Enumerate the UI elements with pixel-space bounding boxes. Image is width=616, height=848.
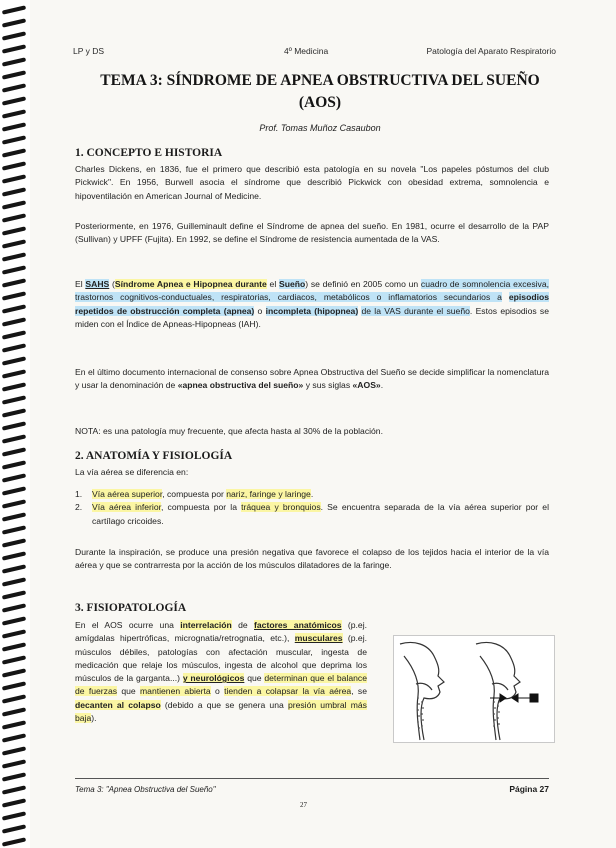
paragraph-history-2: Posteriormente, en 1976, Guilleminault define el Síndrome de apnea del sueño. En 1981, ocurre el desarrollo de la PAP (Sullivan) y UPFF (Fujita). En 1992, se define el Síndrome de resistencia aumentada de la VAS. bbox=[75, 221, 549, 245]
binding-coil bbox=[2, 305, 28, 313]
highlight: Síndrome Apnea e Hipopnea durante bbox=[114, 279, 267, 289]
binding-coil bbox=[2, 175, 28, 183]
highlight: Sueño bbox=[278, 279, 306, 289]
section-heading-fisiopatologia: 3. FISIOPATOLOGÍA bbox=[75, 602, 187, 614]
header-right: Patología del Aparato Respiratorio bbox=[426, 46, 556, 56]
footer-left: Tema 3: "Apnea Obstructiva del Sueño" bbox=[75, 785, 216, 794]
binding-coil bbox=[2, 513, 28, 521]
binding-coil bbox=[2, 97, 28, 105]
binding-coil bbox=[2, 318, 28, 326]
highlight: nariz, faringe y laringe bbox=[226, 489, 311, 499]
airway-list bbox=[75, 488, 549, 528]
binding-coil bbox=[2, 461, 28, 469]
paragraph-physiopathology: En el AOS ocurre una interrelación de factores anatómicos (p.ej. amígdalas hipertróficas, micrognatia/retrognatia, etc.), musculares (p.ej. músculos débiles, patologías con afectación muscular, ingesta de medicación que relaje los músculos, ingesta de alcohol que deprima los músculos de la garganta...) y neurológicos que determinan que el balance de fuerzas que mantienen abierta o tienden a colapsar la vía aérea, se decanten al colapso (debido a que se genera una presión umbral más baja). bbox=[75, 620, 367, 724]
binding-coil bbox=[2, 6, 28, 14]
author: Prof. Tomas Muñoz Casaubon bbox=[259, 123, 381, 133]
footer-page-label: Página 27 bbox=[509, 784, 549, 794]
binding-coil bbox=[2, 344, 28, 352]
binding-coil bbox=[2, 84, 28, 92]
paragraph-history-1: Charles Dickens, en 1836, fue el primero que describió esta patología en su novela "Los papeles póstumos del club Pickwick". En 1956, Burwell asocia el síndrome que describió Pickwick con obesidad extrema, somnolencia e hipoventilación en American Journal of Medicine. bbox=[75, 164, 549, 201]
binding-coil bbox=[2, 565, 28, 573]
binding-coil bbox=[2, 552, 28, 560]
binding-coil bbox=[2, 110, 28, 118]
highlight: cuadro de somnolencia excesiva, trastornos cognitivos-conductuales, respiratorias, cardiacos, metabólicos o inflamatorios secundarios a bbox=[75, 279, 549, 303]
binding-coil bbox=[2, 357, 28, 365]
highlight: mantienen abierta bbox=[140, 686, 211, 697]
binding-coil bbox=[2, 266, 28, 274]
binding-coil bbox=[2, 526, 28, 534]
binding-coil bbox=[2, 227, 28, 235]
highlight: de la VAS durante el sueño bbox=[361, 305, 470, 316]
binding-coil bbox=[2, 682, 28, 690]
binding-coil bbox=[2, 123, 28, 131]
binding-coil bbox=[2, 136, 28, 144]
binding-coil bbox=[2, 786, 28, 794]
highlight: Vía aérea superior bbox=[92, 489, 163, 499]
page-title bbox=[75, 70, 565, 114]
binding-coil bbox=[2, 474, 28, 482]
airway-collapse-diagram bbox=[394, 636, 554, 742]
binding-coil bbox=[2, 760, 28, 768]
binding-coil bbox=[2, 32, 28, 40]
binding-coil bbox=[2, 656, 28, 664]
binding-coil bbox=[2, 448, 28, 456]
binding-coil bbox=[2, 45, 28, 53]
highlight: interrelación bbox=[180, 620, 232, 630]
title-line-1: TEMA 3: SÍNDROME DE APNEA OBSTRUCTIVA DEL SUEÑO bbox=[100, 72, 540, 89]
highlight: y neurológicos bbox=[182, 673, 245, 684]
highlight: tráquea y bronquios bbox=[241, 502, 321, 513]
binding-coil bbox=[2, 734, 28, 742]
binding-coil bbox=[2, 422, 28, 430]
airway-illustration bbox=[393, 635, 555, 743]
paragraph-consensus: En el último documento internacional de consenso sobre Apnea Obstructiva del Sueño se decide simplificar la nomenclatura y usar la denominación de «apnea obstructiva del sueño» y sus siglas «AOS». bbox=[75, 367, 549, 391]
binding-coil bbox=[2, 71, 28, 79]
footer-divider bbox=[75, 778, 549, 779]
binding-coil bbox=[2, 240, 28, 248]
binding-coil bbox=[2, 19, 28, 27]
binding-coil bbox=[2, 253, 28, 261]
highlight: factores anatómicos bbox=[254, 620, 342, 630]
page-number: 27 bbox=[300, 801, 307, 809]
binding-coil bbox=[2, 747, 28, 755]
binding-coil bbox=[2, 721, 28, 729]
binding-coil bbox=[2, 214, 28, 222]
binding-coil bbox=[2, 292, 28, 300]
binding-coil bbox=[2, 708, 28, 716]
binding-coil bbox=[2, 58, 28, 66]
binding-coil bbox=[2, 383, 28, 391]
paragraph-inspiration: Durante la inspiración, se produce una presión negativa que favorece el colapso de los tejidos hacia el interior de la vía aérea y que se contrarresta por la acción de los músculos dilatadores de la faringe. bbox=[75, 547, 549, 571]
binding-coil bbox=[2, 812, 28, 820]
highlight: tienden a colapsar la vía aérea bbox=[224, 686, 352, 697]
binding-coil bbox=[2, 773, 28, 781]
binding-coil bbox=[2, 643, 28, 651]
section-heading-concepto: 1. CONCEPTO E HISTORIA bbox=[75, 147, 223, 159]
binding-coil bbox=[2, 435, 28, 443]
binding-coil bbox=[2, 149, 28, 157]
binding-coil bbox=[2, 825, 28, 833]
binding-coil bbox=[2, 409, 28, 417]
binding-coil bbox=[2, 396, 28, 404]
title-line-2: (AOS) bbox=[298, 94, 342, 111]
binding-coil bbox=[2, 591, 28, 599]
binding-coil bbox=[2, 162, 28, 170]
section-heading-anatomia: 2. ANATOMÍA Y FISIOLOGÍA bbox=[75, 450, 233, 462]
binding-coil bbox=[2, 188, 28, 196]
binding-coil bbox=[2, 279, 28, 287]
highlight: episodios repetidos de obstrucción completa (apnea) bbox=[75, 292, 549, 316]
binding-coil bbox=[2, 604, 28, 612]
binding-coil bbox=[2, 695, 28, 703]
highlight: musculares bbox=[294, 633, 343, 644]
highlight: decanten al colapso bbox=[75, 699, 161, 710]
list-item: 1. Vía aérea superior, compuesta por nariz, faringe y laringe. bbox=[75, 489, 314, 499]
binding-coil bbox=[2, 331, 28, 339]
highlight: presión umbral más baja bbox=[75, 699, 367, 724]
binding-coil bbox=[2, 669, 28, 677]
page-header bbox=[73, 46, 556, 60]
binding-coil bbox=[2, 487, 28, 495]
highlight: determinan que el balance de fuerzas bbox=[75, 673, 367, 697]
paragraph-sahs-definition: El SAHS (Síndrome Apnea e Hipopnea durante el Sueño) se definió en 2005 como un cuadro de somnolencia excesiva, trastornos cognitivos-conductuales, respiratorias, cardiacos, metabólicos o inflamatorios secundarios a episodios repetidos de obstrucción completa (apnea) o incompleta (hipopnea) de la VAS durante el sueño. Estos episodios se miden con el Índice de Apneas-Hipopneas (IAH). bbox=[75, 279, 549, 329]
binding-coil bbox=[2, 370, 28, 378]
paragraph-note: NOTA: es una patología muy frecuente, que afecta hasta al 30% de la población. bbox=[75, 426, 383, 436]
binding-coil bbox=[2, 799, 28, 807]
binding-coil bbox=[2, 539, 28, 547]
binding-coil bbox=[2, 630, 28, 638]
highlight: incompleta (hipopnea) bbox=[265, 305, 359, 316]
binding-coil bbox=[2, 838, 28, 846]
binding-coil bbox=[2, 617, 28, 625]
paragraph-airway-intro: La vía aérea se diferencia en: bbox=[75, 467, 189, 477]
binding-coil bbox=[2, 578, 28, 586]
binding-coil bbox=[2, 500, 28, 508]
header-left: LP y DS bbox=[73, 46, 105, 56]
highlight: Vía aérea inferior bbox=[92, 502, 161, 513]
header-center: 4º Medicina bbox=[284, 46, 329, 56]
highlight: SAHS bbox=[85, 279, 110, 289]
spiral-binding bbox=[0, 0, 30, 848]
binding-coil bbox=[2, 201, 28, 209]
list-item: 2. Vía aérea inferior, compuesta por la tráquea y bronquios. Se encuentra separada de la vía aérea superior por el cartílago cricoides. bbox=[75, 502, 549, 526]
